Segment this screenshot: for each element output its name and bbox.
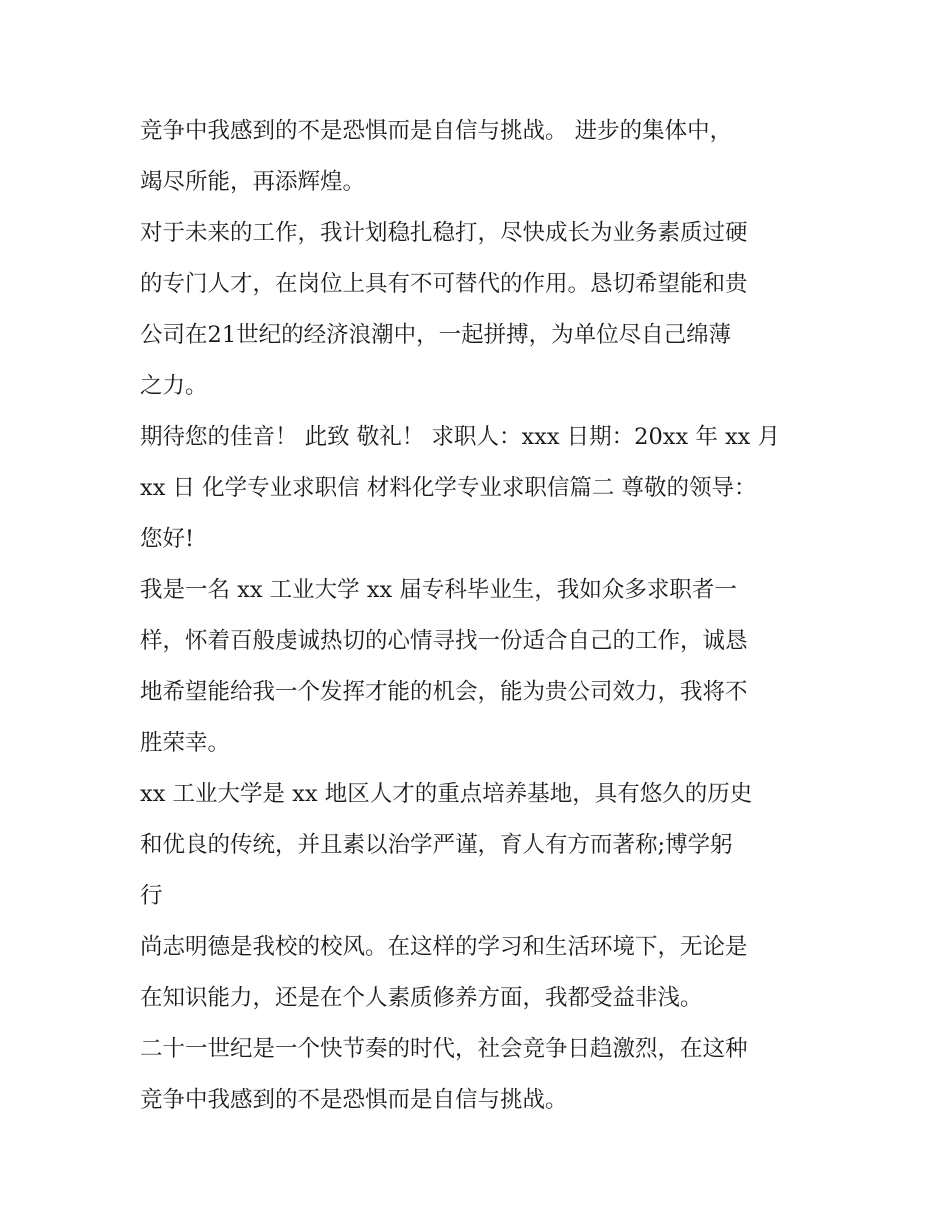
text-line: 胜荣幸。 <box>140 730 231 756</box>
text-line: 在知识能力，还是在个人素质修养方面，我都受益非浅。 <box>140 985 703 1011</box>
text-line: 之力。 <box>140 373 208 399</box>
text-line: 我是一名 xx 工业大学 xx 届专科毕业生，我如众多求职者一 <box>140 577 737 603</box>
text-line: 公司在21世纪的经济浪潮中，一起拼搏，为单位尽自己绵薄 <box>140 322 732 348</box>
text-line: 尚志明德是我校的校风。在这样的学习和生活环境下，无论是 <box>140 934 748 960</box>
text-line: 竭尽所能，再添辉煌。 <box>140 169 366 195</box>
text-line: 对于未来的工作，我计划稳扎稳打，尽快成长为业务素质过硬 <box>140 220 748 246</box>
text-line: 和优良的传统，并且素以治学严谨，育人有方而著称;博学躬 <box>140 832 733 858</box>
text-line: 行 <box>140 883 163 909</box>
text-line: 的专门人才，在岗位上具有不可替代的作用。恳切希望能和贵 <box>140 271 748 297</box>
text-line: xx 工业大学是 xx 地区人才的重点培养基地，具有悠久的历史 <box>140 781 753 807</box>
text-line: 竞争中我感到的不是恐惧而是自信与挑战。 进步的集体中， <box>140 118 733 144</box>
text-line: 地希望能给我一个发挥才能的机会，能为贵公司效力，我将不 <box>140 679 748 705</box>
text-line: 竞争中我感到的不是恐惧而是自信与挑战。 <box>140 1087 568 1113</box>
text-line: 期待您的佳音！ 此致 敬礼！ 求职人：xxx 日期：20xx 年 xx 月 <box>140 424 781 450</box>
text-line: xx 日 化学专业求职信 材料化学专业求职信篇二 尊敬的领导： <box>140 475 757 501</box>
text-line: 您好! <box>140 526 195 552</box>
text-line: 二十一世纪是一个快节奏的时代，社会竞争日趋激烈，在这种 <box>140 1036 748 1062</box>
document-body <box>140 106 820 1126</box>
text-line: 样，怀着百般虔诚热切的心情寻找一份适合自己的工作，诚恳 <box>140 628 748 654</box>
